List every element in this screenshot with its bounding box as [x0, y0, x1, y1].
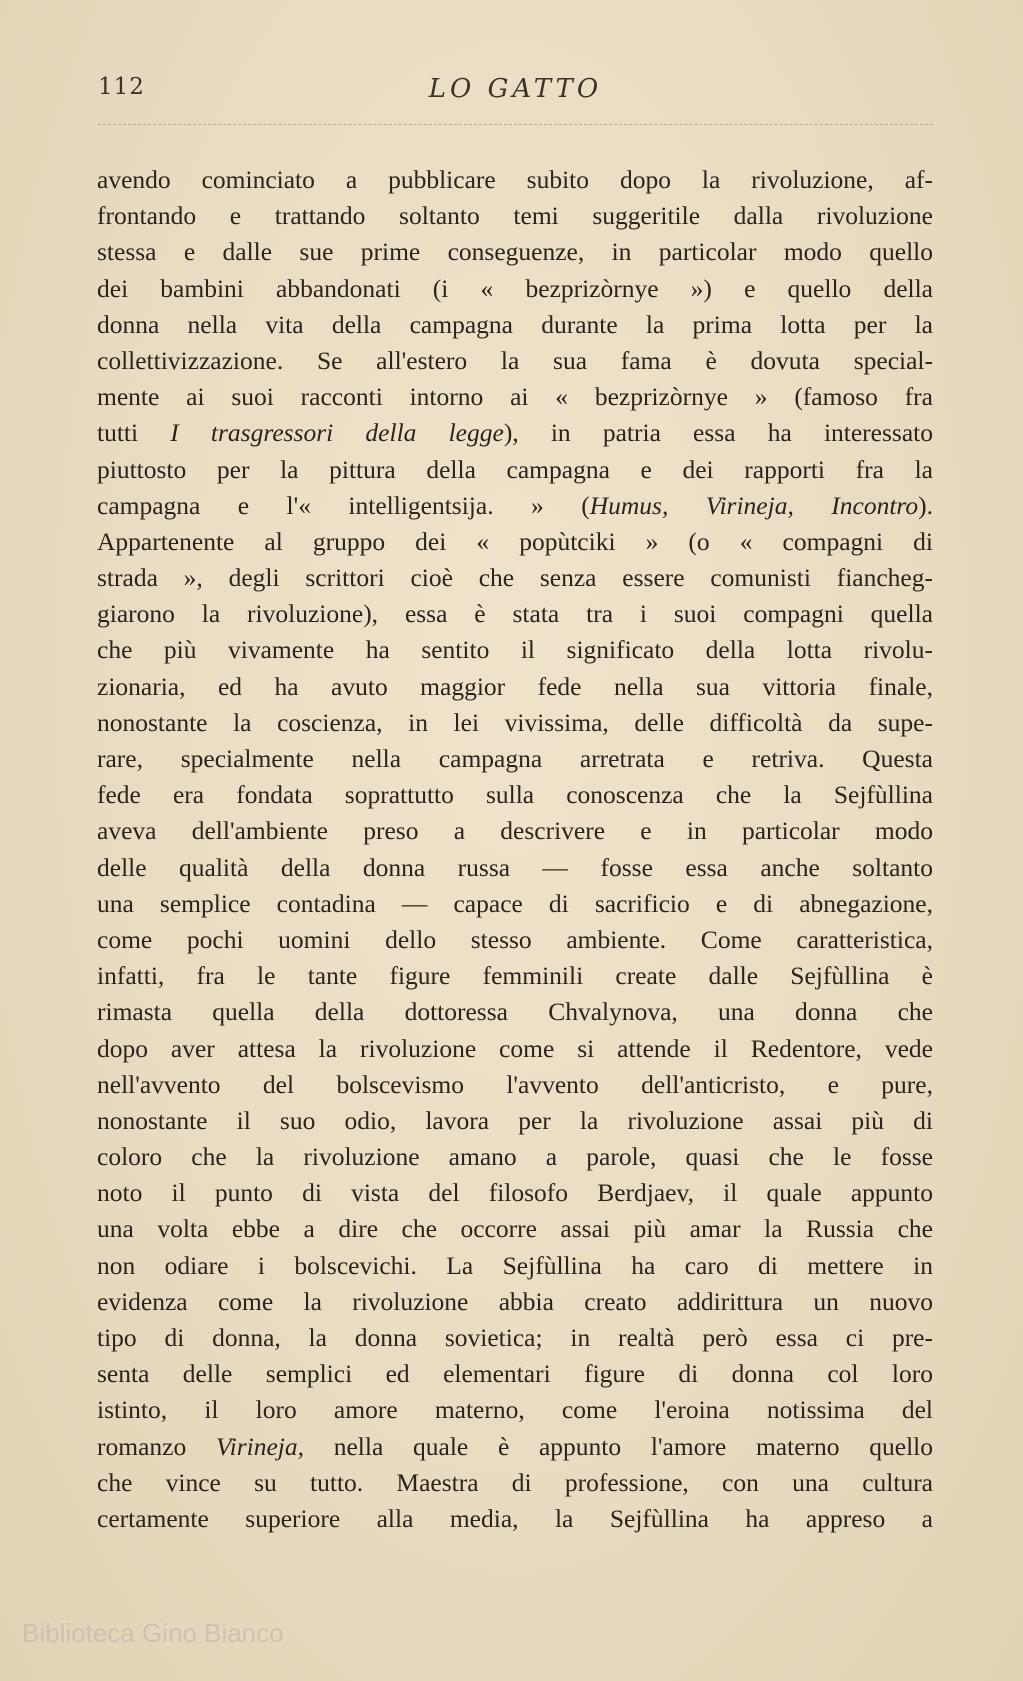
text-line: istinto, il loro amore materno, come l'eroina notissima del [97, 1395, 933, 1425]
text-line: una semplice contadina — capace di sacrificio e di abnegazione, [97, 888, 933, 918]
text-line: avendo cominciato a pubblicare subito dopo la rivoluzione, af- [97, 165, 933, 194]
text-line: romanzo Virineja, nella quale è appunto l'amore materno quello [97, 1431, 933, 1461]
text-line: infatti, fra le tante figure femminili create dalle Sejfùllina è [97, 961, 933, 991]
text-line: Appartenente al gruppo dei « popùtciki » (o « compagni di [97, 526, 933, 556]
body-paragraph [97, 162, 933, 1537]
text-line: coloro che la rivoluzione amano a parole, quasi che le fosse [97, 1142, 933, 1172]
text-line: tutti I trasgressori della legge), in patria essa ha interessato [97, 418, 933, 448]
text-line: frontando e trattando soltanto temi suggeritile dalla rivoluzione [97, 201, 933, 231]
text-line: nell'avvento del bolscevismo l'avvento dell'anticristo, e pure, [97, 1069, 933, 1099]
text-line: strada », degli scrittori cioè che senza essere comunisti fiancheg- [97, 563, 933, 593]
text-line: nonostante il suo odio, lavora per la rivoluzione assai più di [97, 1105, 933, 1135]
text-line: campagna e l'« intelligentsija. » (Humus, Virineja, Incontro). [97, 490, 933, 520]
text-line: una volta ebbe a dire che occorre assai più amar la Russia che [97, 1214, 933, 1244]
text-line: certamente superiore alla media, la Sejfùllina ha appreso a [97, 1503, 933, 1533]
page-number: 112 [98, 74, 145, 100]
text-line: nonostante la coscienza, in lei vivissima, delle difficoltà da supe- [97, 707, 933, 737]
text-line: senta delle semplici ed elementari figure di donna col loro [97, 1359, 933, 1389]
text-line: fede era fondata soprattutto sulla conoscenza che la Sejfùllina [97, 780, 933, 810]
page-header [98, 74, 933, 114]
header-divider [98, 124, 933, 125]
text-line: zionaria, ed ha avuto maggior fede nella sua vittoria finale, [97, 671, 933, 701]
text-line: aveva dell'ambiente preso a descrivere e in particolar modo [97, 816, 933, 846]
text-line: noto il punto di vista del filosofo Berdjaev, il quale appunto [97, 1178, 933, 1208]
text-line: come pochi uomini dello stesso ambiente. Come caratteristica, [97, 924, 933, 954]
text-line: rimasta quella della dottoressa Chvalynova, una donna che [97, 997, 933, 1027]
text-line: delle qualità della donna russa — fosse essa anche soltanto [97, 852, 933, 882]
text-line: donna nella vita della campagna durante la prima lotta per la [97, 309, 933, 339]
text-line: dei bambini abbandonati (i « bezprizòrnye ») e quello della [97, 273, 933, 303]
library-watermark: Biblioteca Gino Bianco [22, 1618, 284, 1648]
text-line: dopo aver attesa la rivoluzione come si attende il Redentore, vede [97, 1033, 933, 1063]
text-line: non odiare i bolscevichi. La Sejfùllina ha caro di mettere in [97, 1250, 933, 1280]
text-line: rare, specialmente nella campagna arretrata e retriva. Questa [97, 744, 933, 773]
running-title: LO GATTO [428, 74, 603, 104]
text-line: che più vivamente ha sentito il significato della lotta rivolu- [97, 635, 933, 665]
text-line: che vince su tutto. Maestra di professione, con una cultura [97, 1467, 933, 1497]
text-line: mente ai suoi racconti intorno ai « bezprizòrnye » (famoso fra [97, 382, 933, 412]
text-line: collettivizzazione. Se all'estero la sua fama è dovuta special- [97, 345, 933, 375]
text-line: piuttosto per la pittura della campagna e dei rapporti fra la [97, 454, 933, 484]
text-line: giarono la rivoluzione), essa è stata tra i suoi compagni quella [97, 599, 933, 629]
text-line: tipo di donna, la donna sovietica; in realtà però essa ci pre- [97, 1323, 933, 1352]
text-line: stessa e dalle sue prime conseguenze, in particolar modo quello [97, 237, 933, 267]
text-line: evidenza come la rivoluzione abbia creato addirittura un nuovo [97, 1286, 933, 1316]
